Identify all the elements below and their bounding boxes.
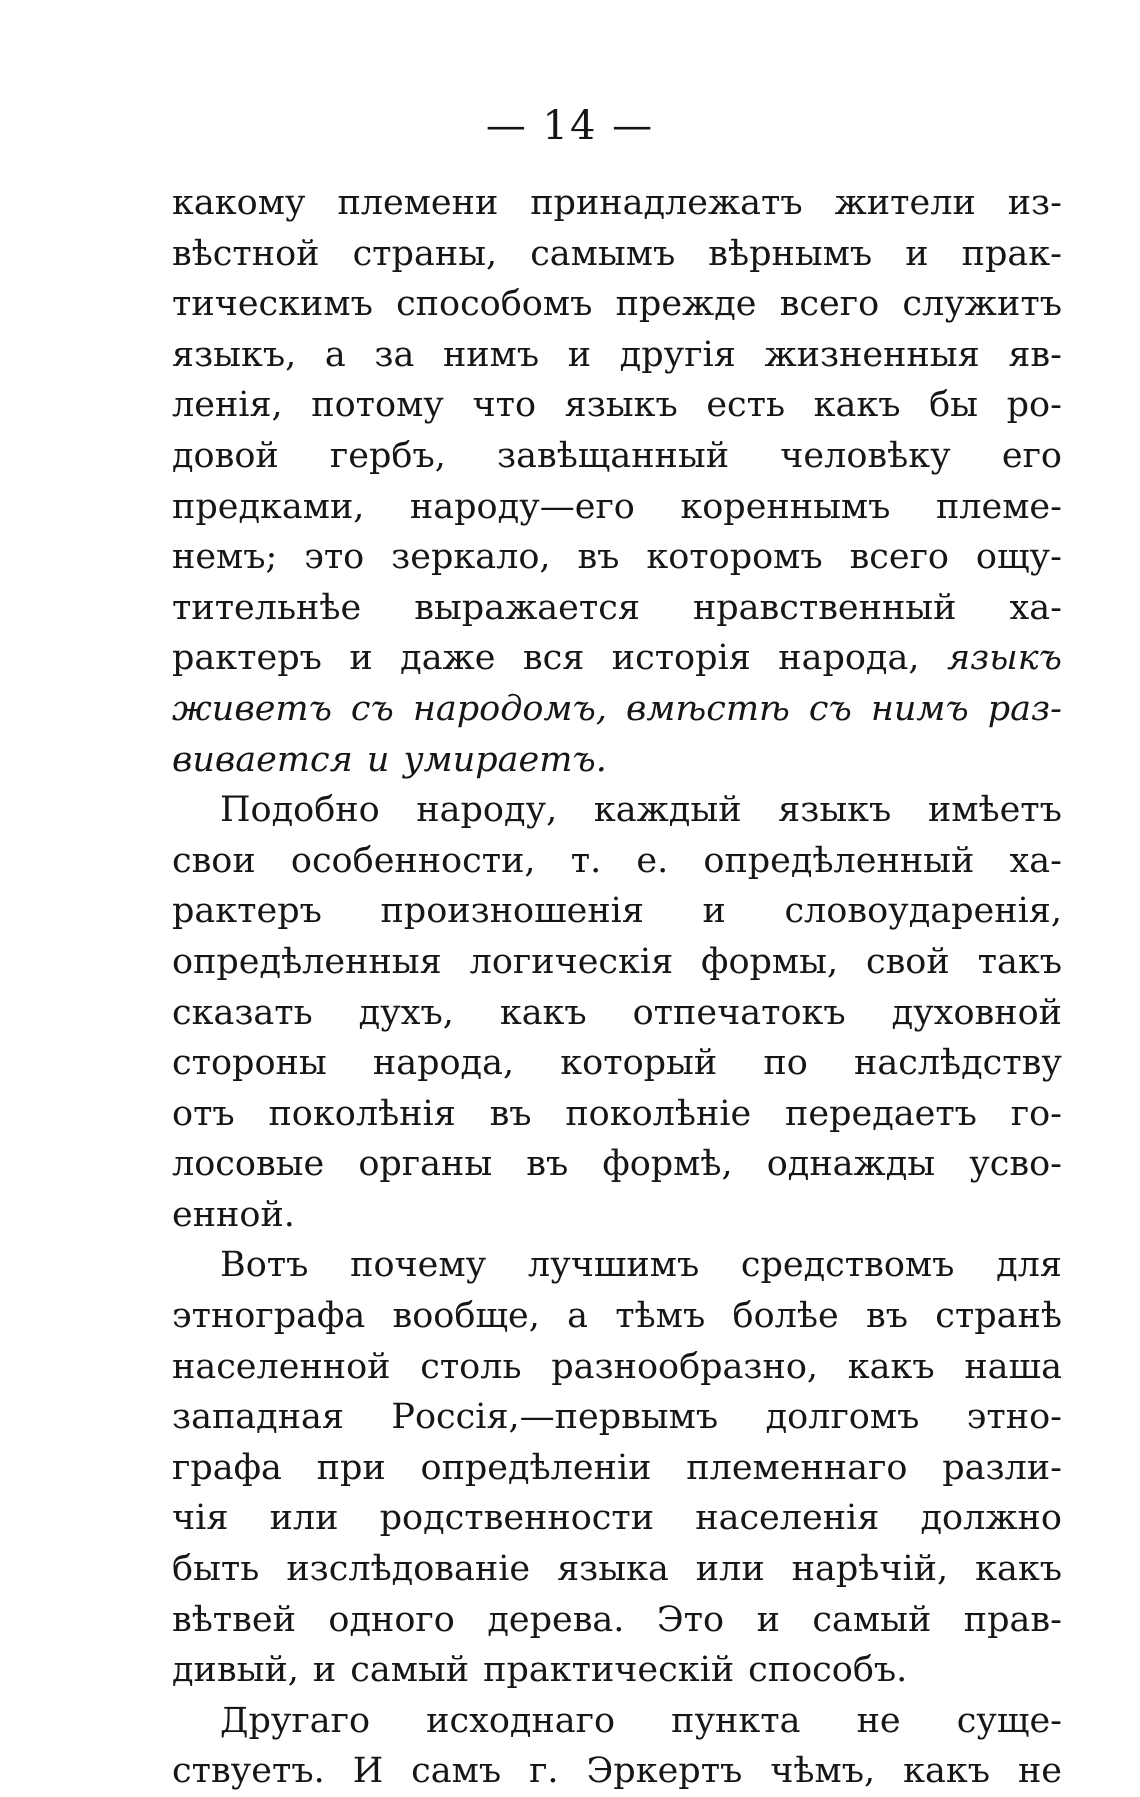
text-line: [172, 988, 1062, 1039]
text-line: [172, 633, 1062, 684]
body-text: [172, 178, 1062, 1797]
text-line: [172, 937, 1062, 988]
word: прак-: [961, 233, 1062, 274]
word: чѣмъ,: [770, 1751, 876, 1792]
word: ха-: [1009, 840, 1062, 881]
word: завѣщанный: [497, 435, 730, 476]
word: и: [567, 334, 592, 375]
word: языкъ: [778, 790, 892, 831]
word: Россія,—первымъ: [391, 1397, 719, 1438]
word: Другаго: [220, 1700, 371, 1741]
word: не: [856, 1700, 901, 1741]
word: долгомъ: [765, 1397, 920, 1438]
word: потому: [311, 385, 444, 426]
paragraph: [172, 1696, 1062, 1797]
word: практическій: [483, 1650, 735, 1691]
word: народа,: [372, 1043, 515, 1084]
word: и: [702, 891, 726, 932]
word: ро-: [1006, 385, 1062, 426]
text-line: [172, 1139, 1062, 1190]
word: бы: [929, 385, 979, 426]
word: особенности,: [290, 840, 536, 881]
text-line: [172, 1392, 1062, 1443]
word: изслѣдованіе: [286, 1549, 531, 1590]
word: прежде: [615, 284, 757, 325]
word: способъ.: [748, 1650, 908, 1691]
word: этнографа: [172, 1296, 366, 1337]
word: столь: [420, 1346, 522, 1387]
text-line: [172, 178, 1062, 229]
word: Подобно: [220, 790, 380, 831]
word: западная: [172, 1397, 344, 1438]
word: принадлежатъ: [530, 183, 803, 223]
word: вѣтвей: [172, 1599, 296, 1640]
word: языка: [557, 1549, 669, 1590]
word: или: [695, 1549, 765, 1590]
word: формы,: [701, 941, 839, 982]
word: нимъ: [442, 334, 540, 375]
text-line: [172, 735, 1062, 786]
word: всего: [849, 537, 949, 578]
page-number: — 14 —: [485, 103, 655, 149]
word: самый: [812, 1599, 932, 1640]
paragraph: [172, 1240, 1062, 1695]
word: вмѣстѣ: [625, 688, 790, 729]
paragraph: [172, 178, 1062, 785]
word: и: [905, 233, 929, 274]
word: этно-: [966, 1397, 1062, 1438]
text-line: [172, 532, 1062, 583]
word: однажды: [766, 1144, 936, 1185]
word: нравственный: [692, 587, 957, 628]
text-line: [172, 1746, 1062, 1797]
word: всего: [779, 284, 880, 325]
word: при: [316, 1447, 386, 1488]
word: тѣмъ: [615, 1296, 706, 1337]
word: енной.: [172, 1194, 295, 1235]
word: Эркертъ: [586, 1751, 743, 1792]
word: лучшимъ: [527, 1245, 700, 1286]
word: страны,: [352, 233, 498, 274]
word: вѣстной: [172, 233, 320, 274]
text-line: [172, 482, 1062, 533]
word: племеннаго: [686, 1447, 908, 1488]
word: человѣку: [780, 435, 951, 476]
word: рактеръ: [172, 638, 322, 679]
word: языкъ: [946, 638, 1062, 679]
text-line: [172, 1443, 1062, 1494]
word: языкъ: [564, 385, 678, 426]
word: из-: [1007, 183, 1062, 223]
text-line: [172, 684, 1062, 735]
text-line: [172, 785, 1062, 836]
word: го-: [1010, 1093, 1062, 1134]
word: племе-: [935, 486, 1062, 527]
text-line: [172, 1291, 1062, 1342]
word: и: [312, 1650, 337, 1691]
word: разли-: [942, 1447, 1062, 1488]
word: его: [1001, 435, 1062, 476]
word: нарѣчій,: [791, 1549, 949, 1590]
word: т.: [570, 840, 602, 881]
word: наша: [964, 1346, 1062, 1387]
word: что: [472, 385, 537, 426]
word: должно: [920, 1498, 1062, 1539]
word: формѣ,: [602, 1144, 733, 1185]
word: свои: [172, 840, 256, 881]
word: народомъ,: [412, 688, 607, 729]
word: г.: [529, 1751, 559, 1792]
word: быть: [172, 1549, 260, 1590]
word: органы: [358, 1144, 493, 1185]
word: народа,: [778, 638, 920, 679]
word: въ: [577, 537, 620, 578]
word: ощу-: [975, 537, 1062, 578]
text-line: [172, 1544, 1062, 1595]
word: почему: [350, 1245, 487, 1286]
text-line: [172, 1493, 1062, 1544]
word: рактеръ: [172, 891, 322, 932]
text-line: [172, 1342, 1062, 1393]
text-line: [172, 229, 1062, 280]
word: поколѣніе: [565, 1093, 752, 1134]
word: немъ;: [172, 537, 278, 578]
word: раз-: [987, 688, 1062, 729]
text-line: [172, 1038, 1062, 1089]
word: населенія: [695, 1498, 880, 1539]
word: опредѣленныя: [172, 941, 442, 982]
word: по: [763, 1043, 808, 1084]
word: самый: [350, 1650, 470, 1691]
word: народу—его: [409, 486, 635, 527]
word: жизненныя: [764, 334, 980, 375]
text-line: [172, 431, 1062, 482]
word: одного: [328, 1599, 455, 1640]
word: и: [349, 638, 373, 679]
word: отпечатокъ: [632, 992, 846, 1033]
word: духъ,: [358, 992, 454, 1033]
text-line: [172, 886, 1062, 937]
text-line: [172, 836, 1062, 887]
word: какъ: [847, 1346, 935, 1387]
word: ствуетъ.: [172, 1751, 325, 1792]
word: не: [1017, 1751, 1062, 1792]
word: или: [269, 1498, 339, 1539]
word: нимъ: [870, 688, 969, 729]
word: дивый,: [172, 1650, 299, 1691]
word: это: [304, 537, 365, 578]
word: усво-: [969, 1144, 1062, 1185]
word: даже: [400, 638, 496, 679]
word: яв-: [1008, 334, 1062, 375]
word: въ: [526, 1144, 569, 1185]
text-line: [172, 279, 1062, 330]
text-line: [172, 380, 1062, 431]
word: наслѣдству: [854, 1043, 1062, 1084]
word: за: [374, 334, 415, 375]
word: гербъ,: [329, 435, 446, 476]
word: поколѣнія: [268, 1093, 456, 1134]
word: имѣетъ: [927, 790, 1062, 831]
word: какъ: [813, 385, 901, 426]
word: населенной: [172, 1346, 391, 1387]
word: пункта: [671, 1700, 801, 1741]
word: логическія: [469, 941, 674, 982]
word: прав-: [963, 1599, 1062, 1640]
word: способомъ: [396, 284, 593, 325]
word: выражается: [414, 587, 640, 628]
word: есть: [706, 385, 786, 426]
word: суще-: [956, 1700, 1062, 1741]
word: живетъ: [172, 688, 332, 729]
word: предками,: [172, 486, 365, 527]
word: И: [352, 1751, 384, 1792]
text-line: [172, 1696, 1062, 1747]
word: который: [560, 1043, 718, 1084]
word: самъ: [411, 1751, 502, 1792]
word: народу,: [416, 790, 558, 831]
word: и: [756, 1599, 780, 1640]
text-line: [172, 583, 1062, 634]
word: исторія: [611, 638, 751, 679]
word: для: [996, 1245, 1062, 1286]
word: отъ: [172, 1093, 235, 1134]
word: какъ: [499, 992, 587, 1033]
word: чія: [172, 1498, 229, 1539]
word: духовной: [891, 992, 1062, 1033]
word: съ: [808, 688, 852, 729]
word: средствомъ: [740, 1245, 955, 1286]
word: передаетъ: [785, 1093, 977, 1134]
word: ха-: [1009, 587, 1062, 628]
word: языкъ,: [172, 334, 297, 375]
word: съ: [350, 688, 394, 729]
word: довой: [172, 435, 279, 476]
word: а: [567, 1296, 588, 1337]
word: словоударенія,: [784, 891, 1062, 932]
word: дерева.: [487, 1599, 625, 1640]
word: произношенія: [380, 891, 644, 932]
word: болѣе: [732, 1296, 839, 1337]
word: е.: [636, 840, 669, 881]
word: какъ: [975, 1549, 1062, 1590]
word: странѣ: [935, 1296, 1062, 1337]
word: Это: [656, 1599, 725, 1640]
word: лосовые: [172, 1144, 325, 1185]
word: тительнѣе: [172, 587, 362, 628]
word: племени: [337, 183, 499, 223]
text-line: [172, 1089, 1062, 1140]
word: самымъ: [530, 233, 676, 274]
word: зеркало,: [391, 537, 551, 578]
text-line: [172, 1595, 1062, 1646]
word: вся: [522, 638, 585, 679]
word: вѣрнымъ: [708, 233, 873, 274]
word: въ: [866, 1296, 908, 1337]
word: въ: [489, 1093, 532, 1134]
word: вообще,: [392, 1296, 540, 1337]
paragraph: [172, 785, 1062, 1240]
word: кореннымъ: [680, 486, 891, 527]
word: умираетъ.: [403, 739, 607, 780]
word: служитъ: [902, 284, 1062, 325]
word: опредѣленіи: [420, 1447, 652, 1488]
word: какъ: [903, 1751, 990, 1792]
word: тическимъ: [172, 284, 373, 325]
word: стороны: [172, 1043, 327, 1084]
word: какому: [172, 183, 306, 223]
word: свой: [866, 941, 950, 982]
word: графа: [172, 1447, 282, 1488]
word: родственности: [379, 1498, 655, 1539]
word: и: [366, 739, 390, 780]
word: сказать: [172, 992, 313, 1033]
word: опредѣленный: [703, 840, 975, 881]
word: исходнаго: [426, 1700, 616, 1741]
word: разнообразно,: [551, 1346, 819, 1387]
word: Вотъ: [220, 1245, 309, 1286]
word: такъ: [977, 941, 1062, 982]
text-line: [172, 1645, 1062, 1696]
word: другія: [619, 334, 736, 375]
text-line: [172, 330, 1062, 381]
word: ленія,: [172, 385, 283, 426]
word: жители: [834, 183, 976, 223]
word: каждый: [593, 790, 742, 831]
text-line: [172, 1190, 1062, 1241]
word: которомъ: [646, 537, 823, 578]
word: вивается: [172, 739, 353, 780]
word: а: [324, 334, 346, 375]
text-line: [172, 1240, 1062, 1291]
